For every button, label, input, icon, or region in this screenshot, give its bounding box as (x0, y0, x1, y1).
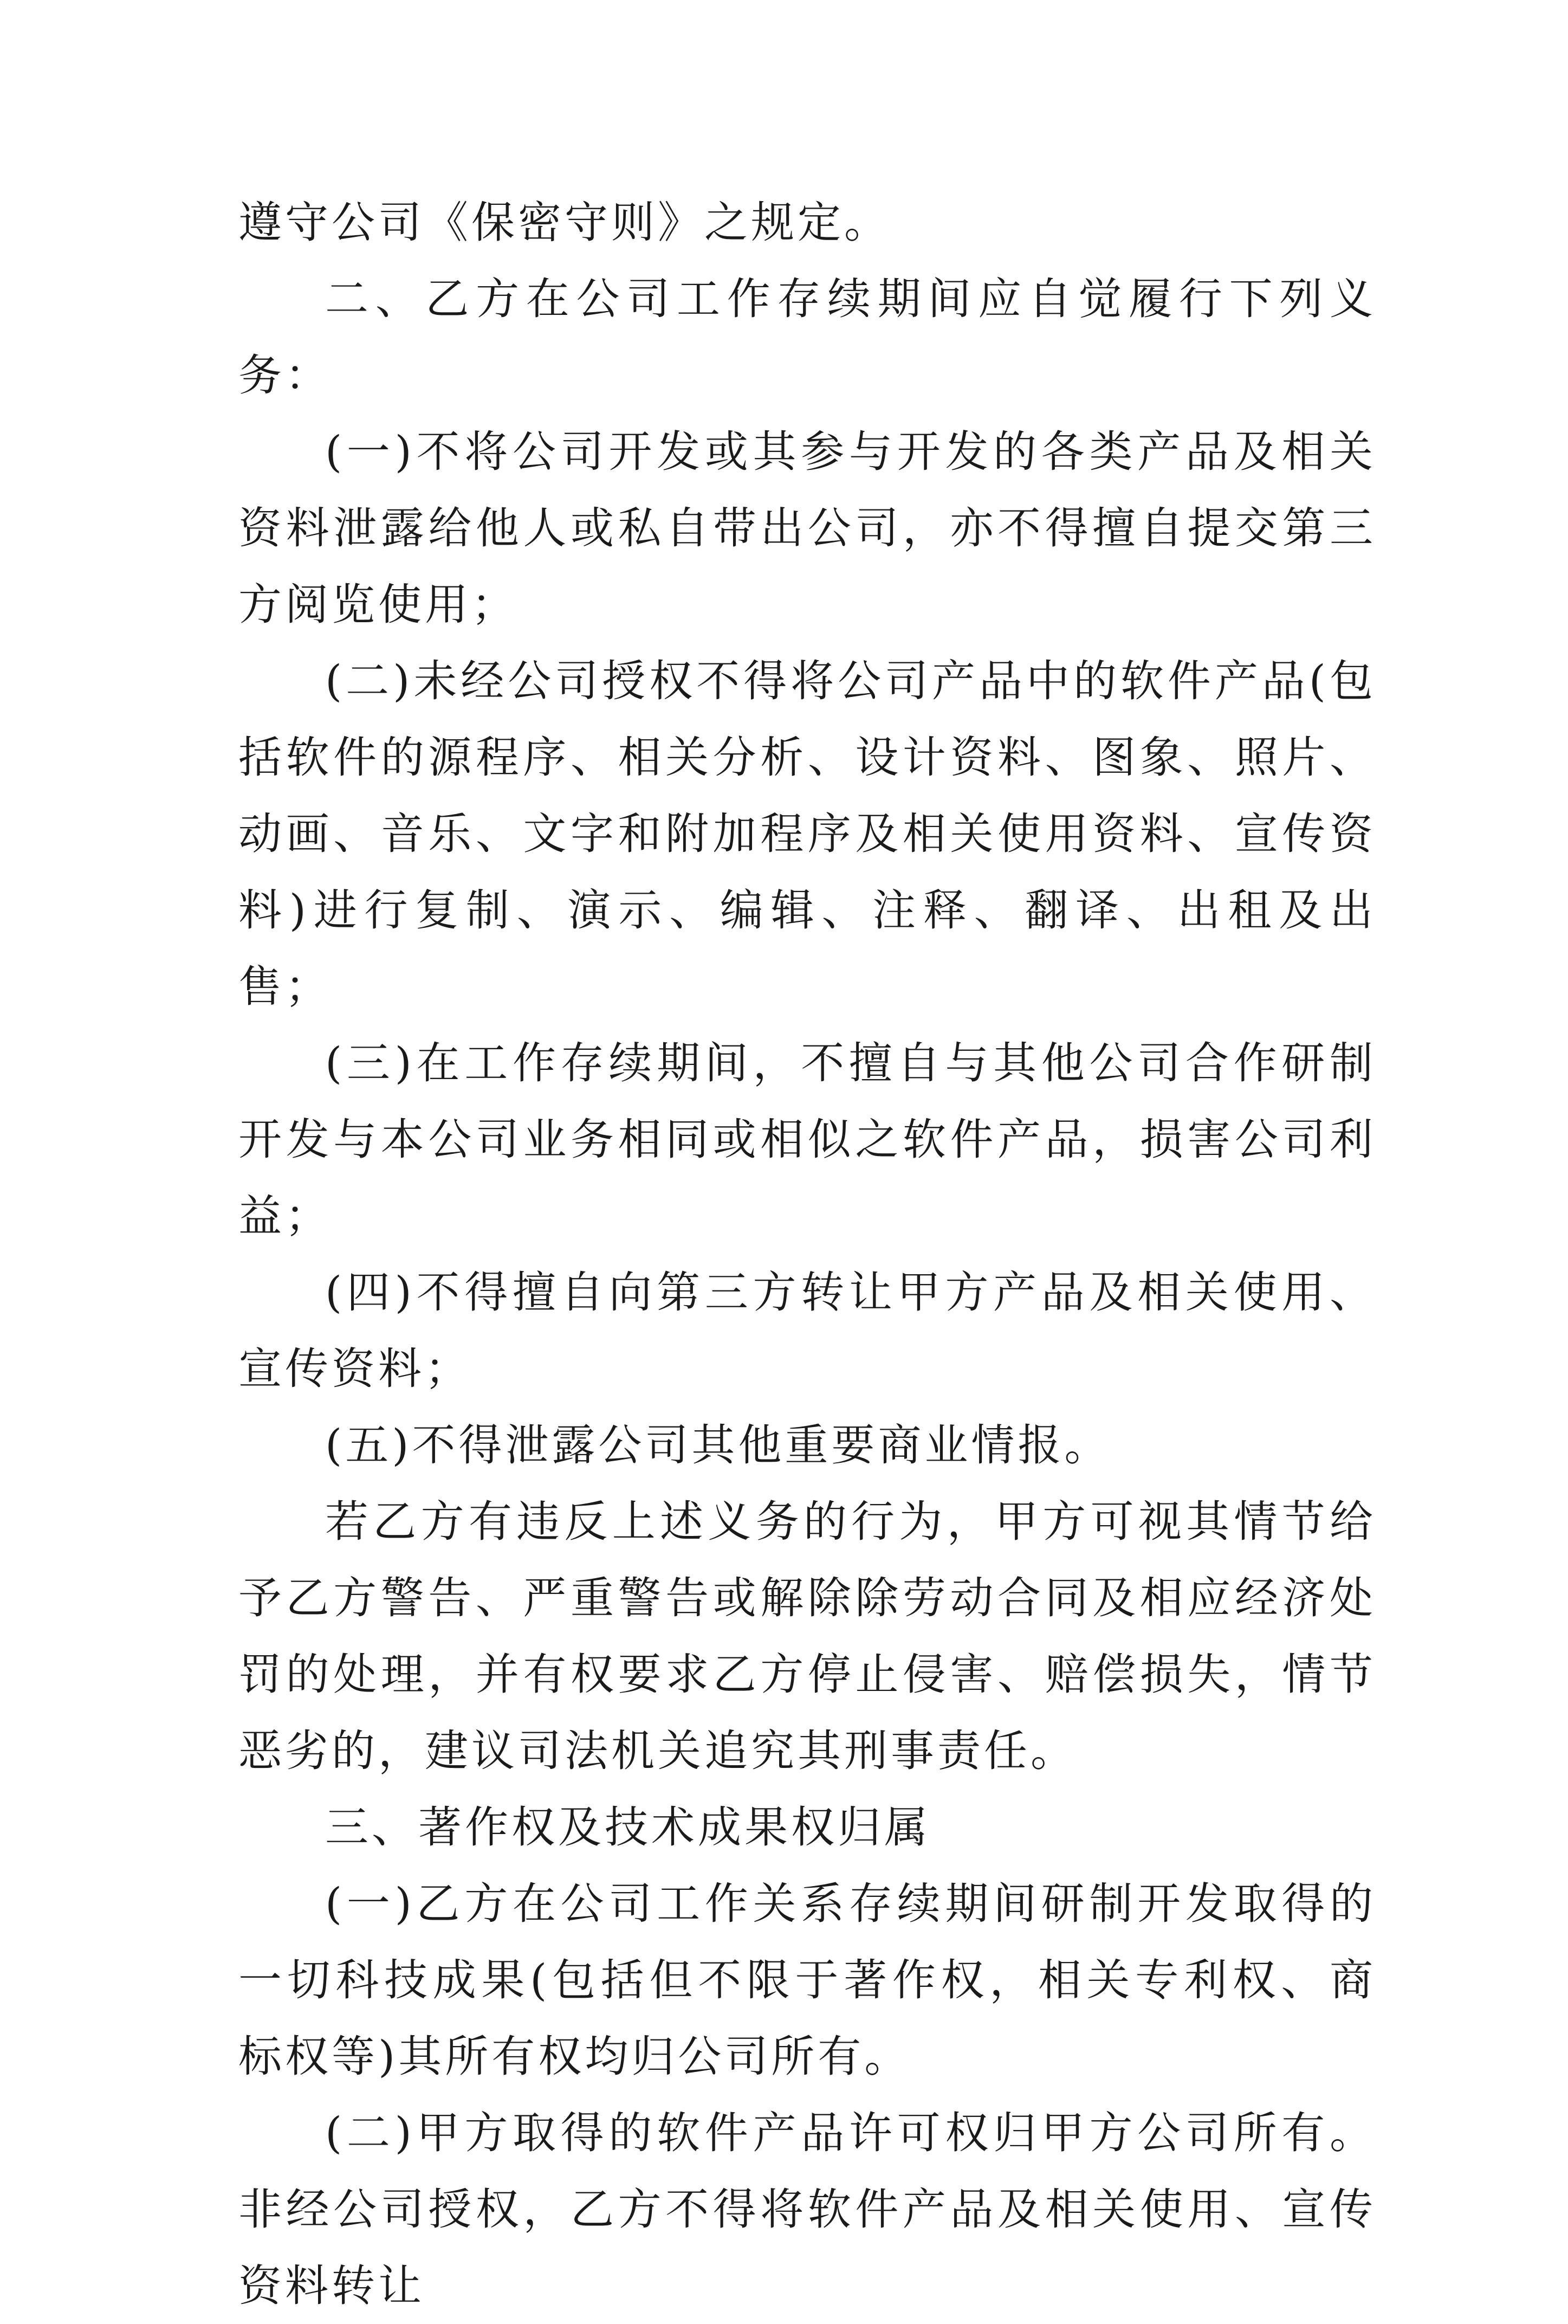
paragraph: (四)不得擅自向第三方转让甲方产品及相关使用、宣传资料； (238, 1267, 1376, 1394)
paragraph: (二)甲方取得的软件产品许可权归甲方公司所有。非经公司授权，乙方不得将软件产品及相关使用、宣传资料转让 (238, 2108, 1376, 2311)
paragraph: 若乙方有违反上述义务的行为，甲方可视其情节给予乙方警告、严重警告或解除除劳动合同及相应经济处罚的处理，并有权要求乙方停止侵害、赔偿损失，情节恶劣的，建议司法机关追究其刑事责任。 (238, 1496, 1376, 1776)
paragraph: 二、乙方在公司工作存续期间应自觉履行下列义务： (238, 274, 1376, 401)
paragraph: (二)未经公司授权不得将公司产品中的软件产品(包括软件的源程序、相关分析、设计资料、图象、照片、动画、音乐、文字和附加程序及相关使用资料、宣传资料)进行复制、演示、编辑、注释、翻译、出租及出售； (238, 656, 1376, 1012)
section-heading: 三、著作权及技术成果权归属 (325, 1802, 931, 1852)
paragraph: (三)在工作存续期间，不擅自与其他公司合作研制开发与本公司业务相同或相似之软件产品，损害公司利益； (238, 1038, 1376, 1241)
document-page (238, 184, 1376, 2324)
paragraph: 遵守公司《保密守则》之规定。 (238, 197, 891, 248)
paragraph: (一)乙方在公司工作关系存续期间研制开发取得的一切科技成果(包括但不限于著作权，相关专利权、商标权等)其所有权均归公司所有。 (238, 1878, 1376, 2082)
paragraph: (一)不将公司开发或其参与开发的各类产品及相关资料泄露给他人或私自带出公司，亦不得擅自提交第三方阅览使用； (238, 427, 1376, 630)
paragraph: (五)不得泄露公司其他重要商业情报。 (325, 1420, 1111, 1470)
